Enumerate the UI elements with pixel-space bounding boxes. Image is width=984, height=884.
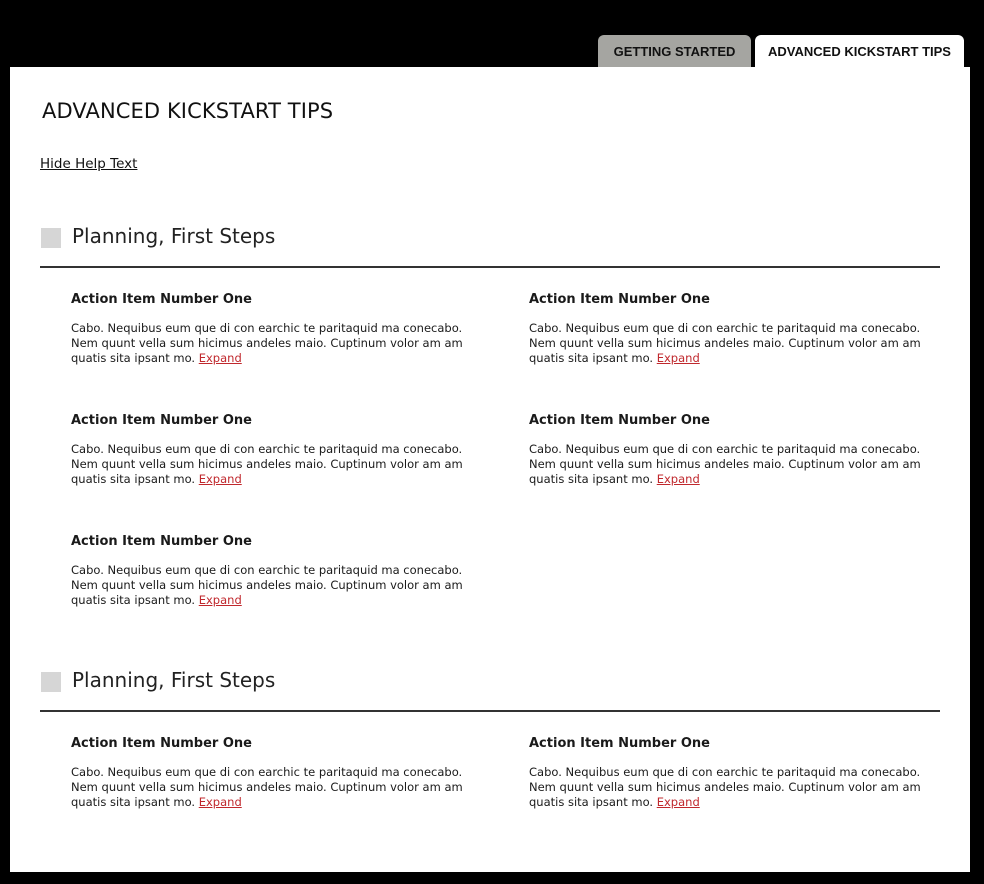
section-header: [40, 224, 940, 268]
action-item: [71, 736, 471, 810]
action-item-body: [71, 321, 471, 366]
expand-link[interactable]: Expand: [198, 351, 242, 365]
body-line: Cabo. Nequibus eum que di con earchic te paritaquid ma conecabo.: [71, 563, 463, 577]
body-line: Cabo. Nequibus eum que di con earchic te paritaquid ma conecabo.: [529, 321, 921, 335]
body-line: Cabo. Nequibus eum que di con earchic te paritaquid ma conecabo.: [71, 442, 463, 456]
body-line: Cabo. Nequibus eum que di con earchic te paritaquid ma conecabo.: [529, 765, 921, 779]
body-line-text: quatis sita ipsant mo.: [71, 472, 196, 486]
body-line: Cabo. Nequibus eum que di con earchic te paritaquid ma conecabo.: [71, 321, 463, 335]
body-line-last: [71, 795, 471, 810]
body-line: Cabo. Nequibus eum que di con earchic te paritaquid ma conecabo.: [71, 765, 463, 779]
body-line-text: quatis sita ipsant mo.: [71, 351, 196, 365]
body-line-text: quatis sita ipsant mo.: [529, 351, 654, 365]
action-item-title: Action Item Number One: [529, 413, 710, 428]
expand-link[interactable]: Expand: [656, 472, 700, 486]
action-item: [529, 292, 929, 366]
expand-link[interactable]: Expand: [656, 351, 700, 365]
action-item: [71, 534, 471, 608]
action-item: [71, 292, 471, 366]
expand-link[interactable]: Expand: [198, 795, 242, 809]
section-checkbox-icon[interactable]: [41, 228, 61, 248]
body-line-text: quatis sita ipsant mo.: [529, 795, 654, 809]
action-item: [529, 413, 929, 487]
body-line: Nem quunt vella sum hicimus andeles maio. Cuptinum volor am am: [529, 457, 921, 471]
section-checkbox-icon[interactable]: [41, 672, 61, 692]
expand-link[interactable]: Expand: [198, 593, 242, 607]
body-line-last: [529, 795, 929, 810]
body-line-last: [529, 351, 929, 366]
expand-link[interactable]: Expand: [198, 472, 242, 486]
content-panel: [10, 67, 970, 872]
action-item-body: [71, 765, 471, 810]
body-line-text: quatis sita ipsant mo.: [71, 795, 196, 809]
section-title: Planning, First Steps: [72, 668, 276, 692]
body-line-text: quatis sita ipsant mo.: [71, 593, 196, 607]
action-item: [71, 413, 471, 487]
action-item-title: Action Item Number One: [71, 534, 252, 549]
body-line-last: [71, 351, 471, 366]
body-line: Nem quunt vella sum hicimus andeles maio. Cuptinum volor am am: [529, 780, 921, 794]
page-title: ADVANCED KICKSTART TIPS: [42, 99, 334, 123]
action-item-body: [71, 442, 471, 487]
action-item-body: [529, 321, 929, 366]
body-line: Nem quunt vella sum hicimus andeles maio. Cuptinum volor am am: [71, 336, 463, 350]
action-item-body: [71, 563, 471, 608]
hide-help-text-link[interactable]: Hide Help Text: [40, 156, 138, 172]
section-header: [40, 668, 940, 712]
body-line-last: [71, 593, 471, 608]
body-line: Cabo. Nequibus eum que di con earchic te paritaquid ma conecabo.: [529, 442, 921, 456]
action-item-body: [529, 442, 929, 487]
body-line-text: quatis sita ipsant mo.: [529, 472, 654, 486]
action-item-title: Action Item Number One: [71, 413, 252, 428]
body-line: Nem quunt vella sum hicimus andeles maio. Cuptinum volor am am: [71, 457, 463, 471]
tab-advanced-kickstart-tips[interactable]: ADVANCED KICKSTART TIPS: [755, 35, 964, 67]
body-line: Nem quunt vella sum hicimus andeles maio. Cuptinum volor am am: [71, 578, 463, 592]
action-item-title: Action Item Number One: [529, 736, 710, 751]
action-item-title: Action Item Number One: [529, 292, 710, 307]
body-line-last: [529, 472, 929, 487]
action-item: [529, 736, 929, 810]
expand-link[interactable]: Expand: [656, 795, 700, 809]
action-item-body: [529, 765, 929, 810]
body-line: Nem quunt vella sum hicimus andeles maio. Cuptinum volor am am: [529, 336, 921, 350]
body-line-last: [71, 472, 471, 487]
section-title: Planning, First Steps: [72, 224, 276, 248]
action-item-title: Action Item Number One: [71, 736, 252, 751]
body-line: Nem quunt vella sum hicimus andeles maio. Cuptinum volor am am: [71, 780, 463, 794]
action-item-title: Action Item Number One: [71, 292, 252, 307]
tab-getting-started[interactable]: GETTING STARTED: [598, 35, 751, 67]
